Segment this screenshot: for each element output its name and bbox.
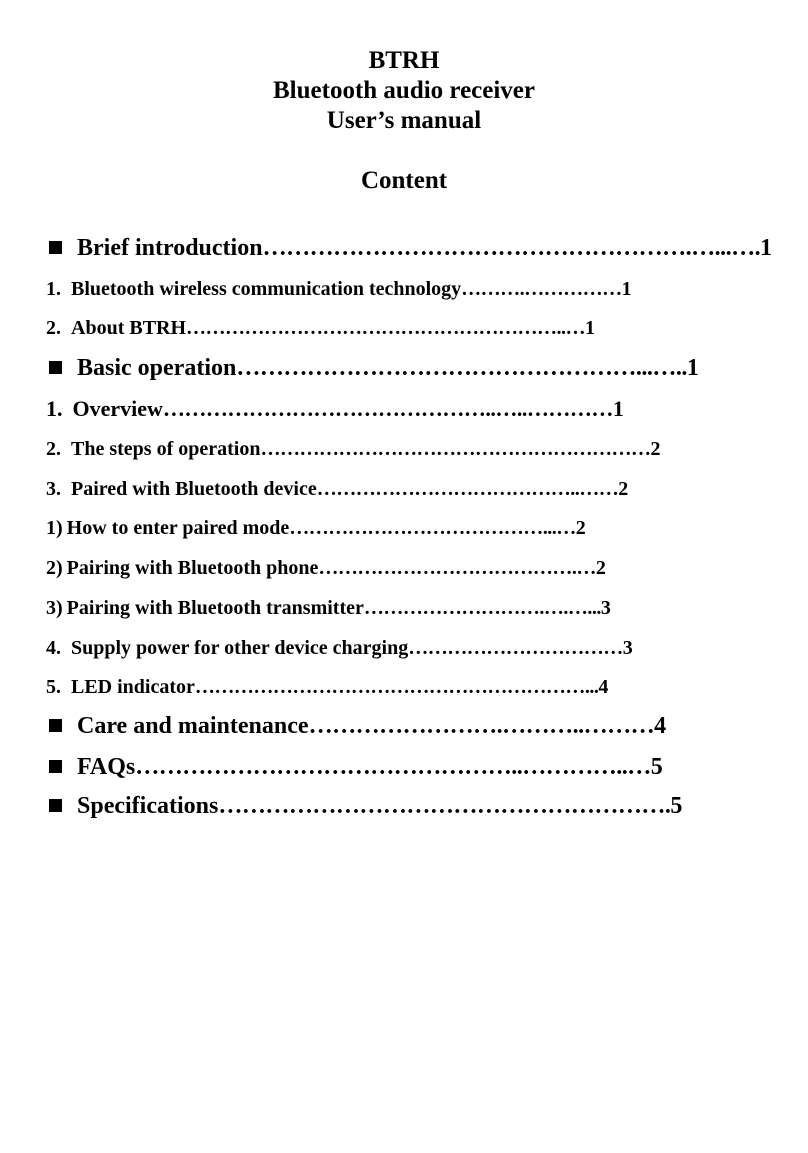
toc-leader: ……………………………………………………...: [194, 676, 599, 698]
toc-title: About BTRH: [71, 317, 187, 339]
toc-marker: 1): [46, 517, 63, 539]
toc-page-number: 5: [650, 754, 663, 780]
toc-page-number: 2: [618, 478, 629, 500]
toc-item-bluetooth-wireless[interactable]: [46, 276, 632, 302]
toc-title: Pairing with Bluetooth transmitter: [66, 597, 364, 619]
toc-title: Care and maintenance: [77, 713, 309, 739]
toc-page-number: 1: [612, 396, 624, 421]
toc-leader: …………………………………………………..…: [186, 317, 586, 339]
toc-page-number: 2: [650, 438, 661, 460]
toc-title: Bluetooth wireless communication technology: [71, 278, 462, 300]
toc-leader: ………………………………………………….: [218, 793, 671, 819]
toc-subitem-pairing-bluetooth-transmitter[interactable]: [46, 595, 611, 621]
square-bullet-icon: [49, 760, 62, 773]
toc-page-number: 1: [686, 355, 699, 381]
toc-leader: ……………………………………………………: [260, 438, 651, 460]
toc-page-number: 3: [622, 637, 633, 659]
toc-marker: 5.: [46, 676, 61, 698]
model-name: BTRH: [368, 47, 440, 74]
toc-leader: ……………………………………………...…..: [236, 355, 687, 381]
toc-title: The steps of operation: [71, 438, 261, 460]
toc-page-number: 2: [575, 517, 586, 539]
toc-leader: ……………………………: [408, 637, 623, 659]
toc-title: How to enter paired mode: [66, 517, 290, 539]
toc-title: Brief introduction: [77, 235, 263, 261]
toc-subitem-enter-paired-mode[interactable]: [46, 515, 586, 541]
toc-title: Specifications: [77, 793, 219, 819]
toc-marker: 2): [46, 557, 63, 579]
square-bullet-icon: [49, 799, 62, 812]
square-bullet-icon: [49, 719, 62, 732]
toc-page-number: 1: [760, 235, 773, 261]
toc-leader: …………………………………..……: [316, 478, 619, 500]
toc-subitem-pairing-bluetooth-phone[interactable]: [46, 555, 606, 581]
toc-item-paired-with-bluetooth-device[interactable]: [46, 476, 628, 502]
document-header: [0, 46, 808, 136]
toc-page-number: 4: [654, 713, 667, 739]
toc-section-faqs[interactable]: [46, 752, 663, 782]
toc-title: Basic operation: [77, 355, 237, 381]
toc-leader: …………………………………...…: [289, 517, 576, 539]
toc-leader: ……………………………………………….…...….: [262, 235, 761, 261]
toc-section-brief-introduction[interactable]: [46, 233, 772, 263]
toc-leader: ………………………………….…: [318, 557, 596, 579]
toc-marker: 3): [46, 597, 63, 619]
toc-marker: 2.: [46, 438, 61, 460]
toc-marker: 3.: [46, 478, 61, 500]
toc-leader: …………………………………………..…………..…: [135, 754, 651, 780]
toc-page-number: 3: [600, 597, 611, 619]
toc-marker: 1.: [46, 278, 61, 300]
product-name: Bluetooth audio receiver: [273, 77, 535, 104]
toc-marker: 2.: [46, 317, 61, 339]
toc-section-basic-operation[interactable]: [46, 353, 699, 383]
toc-page-number: 2: [595, 557, 606, 579]
toc-item-overview[interactable]: [46, 394, 624, 424]
toc-section-care-and-maintenance[interactable]: [46, 711, 666, 741]
toc-section-specifications[interactable]: [46, 791, 682, 821]
toc-leader: ……….……………: [461, 278, 622, 300]
toc-item-supply-power[interactable]: [46, 635, 633, 661]
toc-item-about-btrh[interactable]: [46, 315, 595, 341]
toc-marker: 1.: [46, 396, 63, 421]
toc-item-steps-of-operation[interactable]: [46, 436, 660, 462]
square-bullet-icon: [49, 241, 62, 254]
toc-title: LED indicator: [71, 676, 195, 698]
document-type: User’s manual: [326, 107, 482, 134]
toc-page-number: 5: [670, 793, 683, 819]
toc-title: Pairing with Bluetooth phone: [66, 557, 319, 579]
toc-title: Overview: [72, 396, 163, 421]
toc-leader: ……………………….….…...: [363, 597, 601, 619]
toc-page-number: 4: [598, 676, 609, 698]
toc-title: Supply power for other device charging: [71, 637, 409, 659]
toc-item-led-indicator[interactable]: [46, 674, 608, 700]
toc-leader: …………………….………..………: [308, 713, 655, 739]
toc-page-number: 1: [621, 278, 632, 300]
toc-page-number: 1: [585, 317, 596, 339]
toc-title: FAQs: [77, 754, 136, 780]
contents-heading: Content: [360, 167, 448, 194]
toc-title: Paired with Bluetooth device: [71, 478, 317, 500]
toc-marker: 4.: [46, 637, 61, 659]
toc-leader: ………………………………………..…..…………: [162, 396, 613, 421]
square-bullet-icon: [49, 361, 62, 374]
